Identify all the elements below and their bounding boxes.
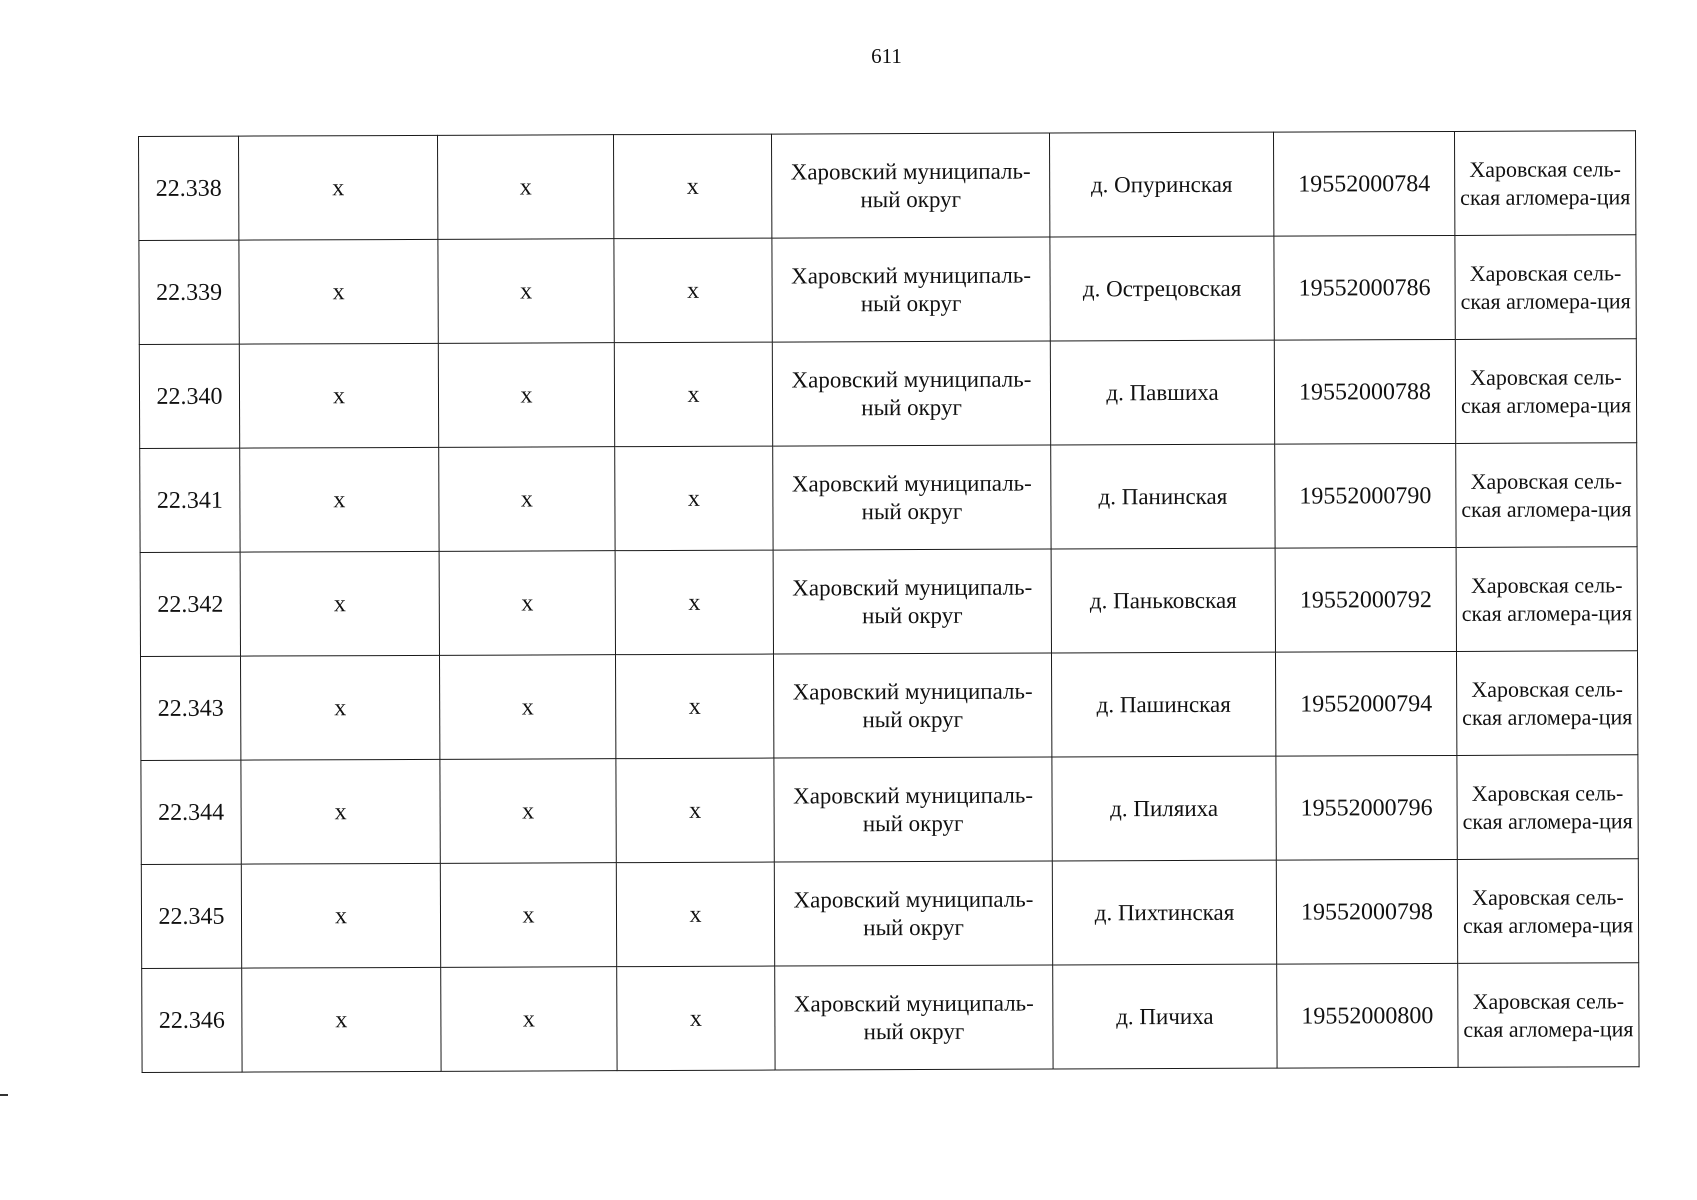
table-row	[140, 443, 1637, 553]
margin-mark	[0, 1094, 8, 1096]
village-cell: д. Пиляиха	[1052, 756, 1276, 861]
x-cell: x	[239, 343, 438, 448]
table-row	[141, 859, 1638, 969]
x-cell: x	[616, 862, 774, 967]
x-cell: x	[615, 550, 773, 655]
agglomeration-cell: Харовская сель-ская агломера-ция	[1457, 755, 1638, 860]
x-cell: x	[241, 863, 440, 968]
x-cell: x	[440, 759, 616, 864]
row-number-cell: 22.344	[141, 760, 241, 864]
row-number-cell: 22.340	[139, 344, 239, 448]
table-row	[140, 547, 1637, 657]
x-cell: x	[614, 342, 772, 447]
district-cell: Харовский муниципаль-ный округ	[773, 653, 1051, 758]
x-cell: x	[439, 655, 615, 760]
district-cell: Харовский муниципаль-ный округ	[774, 861, 1052, 966]
table-row	[140, 651, 1637, 761]
district-cell: Харовский муниципаль-ный округ	[771, 133, 1049, 238]
row-number-cell: 22.345	[141, 864, 241, 968]
code-cell: 19552000788	[1274, 339, 1455, 444]
village-cell: д. Пичиха	[1053, 964, 1277, 1069]
x-cell: x	[616, 758, 774, 863]
table-wrapper	[138, 130, 1639, 1073]
row-number-cell: 22.343	[140, 656, 240, 760]
district-cell: Харовский муниципаль-ный округ	[775, 965, 1053, 1070]
row-number-cell: 22.342	[140, 552, 240, 656]
x-cell: x	[614, 238, 772, 343]
code-cell: 19552000786	[1274, 235, 1455, 340]
x-cell: x	[439, 551, 615, 656]
code-cell: 19552000792	[1275, 547, 1456, 652]
code-cell: 19552000790	[1275, 443, 1456, 548]
x-cell: x	[615, 654, 773, 759]
table-row	[139, 131, 1636, 241]
table-row	[139, 339, 1636, 449]
agglomeration-cell: Харовская сель-ская агломера-ция	[1455, 339, 1636, 444]
x-cell: x	[438, 239, 614, 344]
village-cell: д. Пашинская	[1051, 652, 1275, 757]
x-cell: x	[440, 863, 616, 968]
table-row	[142, 963, 1639, 1073]
village-cell: д. Острецовская	[1050, 236, 1274, 341]
x-cell: x	[239, 135, 438, 240]
code-cell: 19552000798	[1276, 859, 1457, 964]
village-cell: д. Павшиха	[1050, 340, 1274, 445]
row-number-cell: 22.339	[139, 240, 239, 344]
village-cell: д. Панинская	[1051, 444, 1275, 549]
x-cell: x	[437, 135, 613, 240]
agglomeration-cell: Харовская сель-ская агломера-ция	[1456, 443, 1637, 548]
district-cell: Харовский муниципаль-ный округ	[773, 445, 1051, 550]
table-row	[141, 755, 1638, 865]
agglomeration-cell: Харовская сель-ская агломера-ция	[1458, 963, 1639, 1068]
x-cell: x	[240, 551, 439, 656]
settlements-table	[138, 130, 1640, 1073]
x-cell: x	[617, 966, 775, 1071]
x-cell: x	[240, 655, 439, 760]
x-cell: x	[242, 967, 441, 1072]
village-cell: д. Опуринская	[1049, 132, 1273, 237]
district-cell: Харовский муниципаль-ный округ	[774, 757, 1052, 862]
x-cell: x	[241, 759, 440, 864]
agglomeration-cell: Харовская сель-ская агломера-ция	[1454, 131, 1635, 236]
table-body	[139, 131, 1640, 1073]
row-number-cell: 22.346	[142, 968, 242, 1072]
row-number-cell: 22.338	[139, 136, 239, 240]
district-cell: Харовский муниципаль-ный округ	[772, 237, 1050, 342]
district-cell: Харовский муниципаль-ный округ	[772, 341, 1050, 446]
agglomeration-cell: Харовская сель-ская агломера-ция	[1455, 235, 1636, 340]
x-cell: x	[441, 967, 617, 1072]
agglomeration-cell: Харовская сель-ская агломера-ция	[1456, 547, 1637, 652]
code-cell: 19552000784	[1273, 131, 1454, 236]
x-cell: x	[613, 134, 771, 239]
x-cell: x	[239, 239, 438, 344]
village-cell: д. Пихтинская	[1052, 860, 1276, 965]
village-cell: д. Паньковская	[1051, 548, 1275, 653]
x-cell: x	[438, 343, 614, 448]
x-cell: x	[615, 446, 773, 551]
agglomeration-cell: Харовская сель-ская агломера-ция	[1457, 859, 1638, 964]
code-cell: 19552000800	[1277, 963, 1458, 1068]
code-cell: 19552000796	[1276, 755, 1457, 860]
x-cell: x	[439, 447, 615, 552]
row-number-cell: 22.341	[140, 448, 240, 552]
table-row	[139, 235, 1636, 345]
code-cell: 19552000794	[1275, 651, 1456, 756]
x-cell: x	[240, 447, 439, 552]
page-number: 611	[871, 44, 902, 68]
district-cell: Харовский муниципаль-ный округ	[773, 549, 1051, 654]
agglomeration-cell: Харовская сель-ская агломера-ция	[1456, 651, 1637, 756]
